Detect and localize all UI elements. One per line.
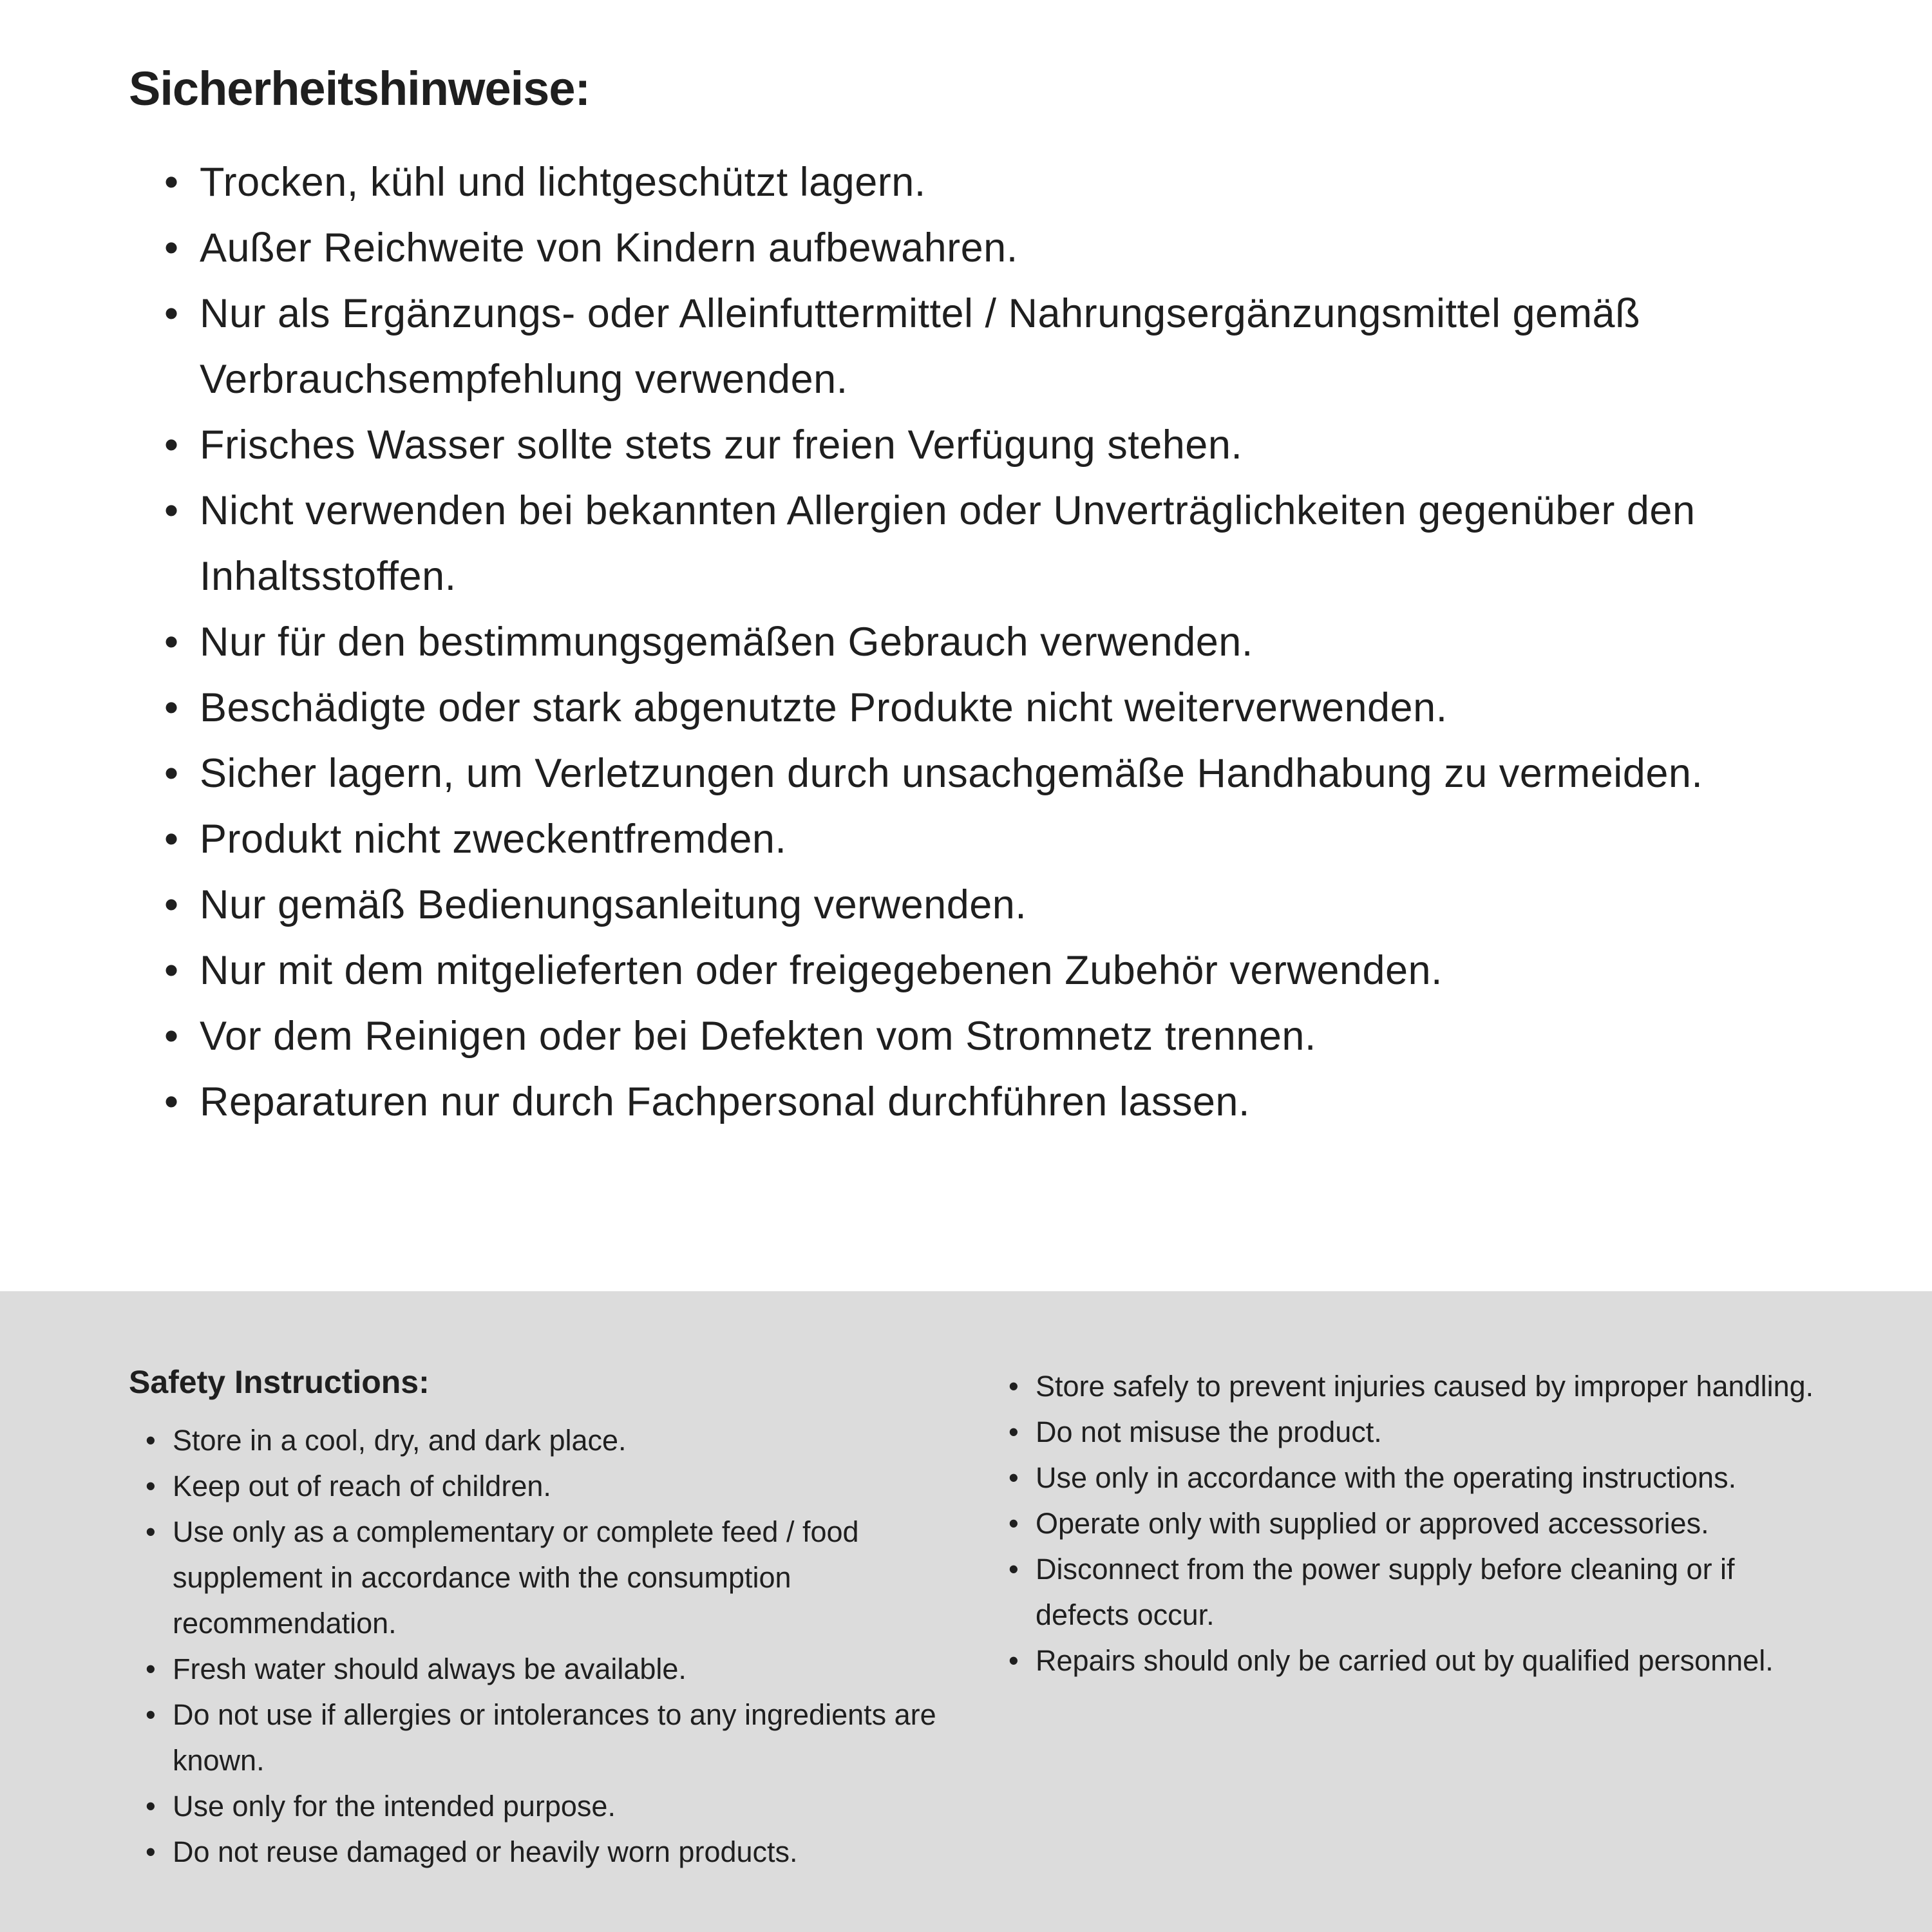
list-item: • Reparaturen nur durch Fachpersonal durchführen lassen. [129,1069,1816,1135]
list-item: • Sicher lagern, um Verletzungen durch unsachgemäße Handhabung zu vermeiden. [129,741,1816,806]
list-item: • Do not misuse the product. [992,1409,1823,1455]
german-safety-title: Sicherheitshinweise: [129,62,591,115]
list-item: • Do not use if allergies or intolerances to any ingredients are known. [129,1692,960,1783]
list-item: • Vor dem Reinigen oder bei Defekten vom Stromnetz trennen. [129,1003,1816,1069]
english-right-column [992,1363,1823,1932]
english-safety-section [0,1291,1932,1932]
list-item: • Produkt nicht zweckentfremden. [129,806,1816,872]
list-item: • Do not reuse damaged or heavily worn products. [129,1829,960,1875]
english-safety-list-right [992,1363,1823,1683]
list-item: • Disconnect from the power supply before cleaning or if defects occur. [992,1546,1823,1638]
english-safety-list-left [129,1417,960,1875]
english-safety-title: Safety Instructions: [129,1364,430,1400]
english-left-column [129,1363,960,1932]
list-item: • Außer Reichweite von Kindern aufbewahren. [129,215,1816,281]
list-item: • Nur mit dem mitgelieferten oder freigegebenen Zubehör verwenden. [129,938,1816,1003]
list-item: • Nur als Ergänzungs- oder Alleinfuttermittel / Nahrungsergänzungsmittel gemäß Verbrauchsempfehlung verwenden. [129,281,1816,412]
list-item: • Nicht verwenden bei bekannten Allergien oder Unverträglichkeiten gegenüber den Inhaltsstoffen. [129,478,1816,609]
list-item: • Keep out of reach of children. [129,1463,960,1509]
list-item: • Nur für den bestimmungsgemäßen Gebrauch verwenden. [129,609,1816,675]
list-item: • Operate only with supplied or approved accessories. [992,1501,1823,1546]
list-item: • Use only as a complementary or complete feed / food supplement in accordance with the consumption recommendation. [129,1509,960,1646]
list-item: • Store safely to prevent injuries caused by improper handling. [992,1363,1823,1409]
german-safety-list [129,149,1816,1135]
list-item: • Beschädigte oder stark abgenutzte Produkte nicht weiterverwenden. [129,675,1816,741]
list-item: • Use only for the intended purpose. [129,1783,960,1829]
list-item: • Repairs should only be carried out by qualified personnel. [992,1638,1823,1683]
list-item: • Use only in accordance with the operating instructions. [992,1455,1823,1501]
list-item: • Store in a cool, dry, and dark place. [129,1417,960,1463]
list-item: • Fresh water should always be available. [129,1646,960,1692]
list-item: • Trocken, kühl und lichtgeschützt lagern. [129,149,1816,215]
list-item: • Frisches Wasser sollte stets zur freien Verfügung stehen. [129,412,1816,478]
list-item: • Nur gemäß Bedienungsanleitung verwenden. [129,872,1816,938]
